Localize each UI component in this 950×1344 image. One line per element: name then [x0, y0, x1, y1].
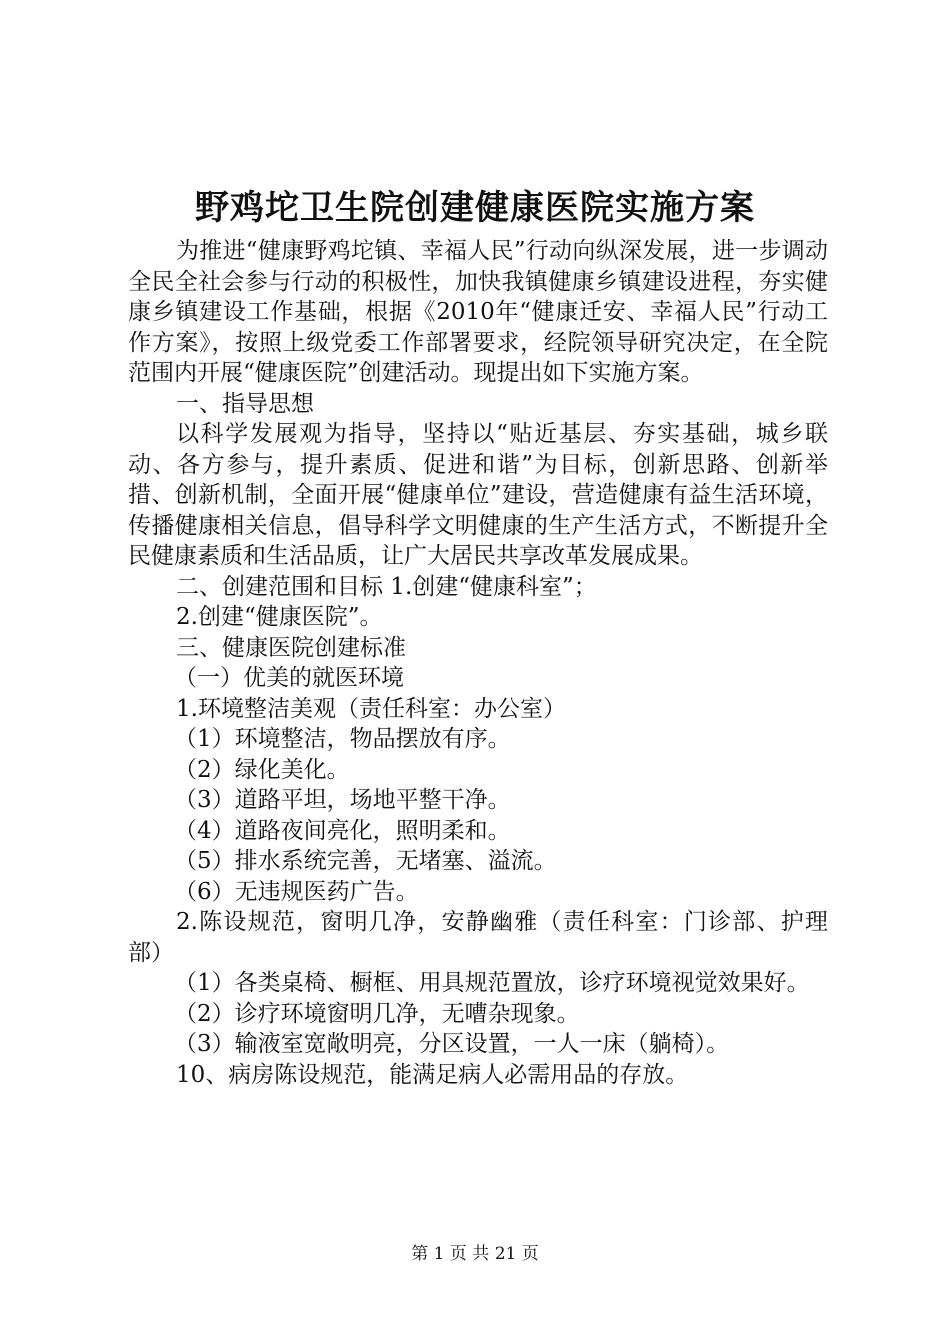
furnishing-subitem-3: （3）输液室宽敞明亮，分区设置，一人一床（躺椅）。	[174, 1031, 730, 1057]
furnishing-subitem-1: （1）各类桌椅、橱框、用具规范置放，诊疗环境视觉效果好。	[174, 970, 810, 996]
furnishing-subitem-2: （2）诊疗环境窗明几净，无嘈杂现象。	[174, 1000, 580, 1027]
document-body	[128, 236, 828, 1090]
goal-item-2: 2.创建“健康医院”。	[176, 604, 383, 630]
subitem-4: （4）道路夜间亮化，照明柔和。	[174, 817, 511, 844]
section-heading-scope-goals: 二、创建范围和目标 1.创建“健康科室”；	[176, 573, 597, 600]
item-environment-clean: 1.环境整洁美观（责任科室：办公室）	[176, 695, 566, 722]
subitem-1: （1）环境整洁，物品摆放有序。	[174, 726, 511, 752]
subsection-heading-environment: （一）优美的就医环境	[174, 665, 404, 691]
item-furnishing: 2.陈设规范，窗明几净，安静幽雅（责任科室：门诊部、护理部）	[128, 909, 828, 966]
section-heading-guiding-ideology: 一、指导思想	[176, 390, 314, 417]
subitem-6: （6）无违规医药广告。	[174, 878, 419, 905]
page-indicator: 第 1 页 共 21 页	[411, 1244, 539, 1264]
document-title: 野鸡坨卫生院创建健康医院实施方案	[195, 188, 755, 228]
item-ward-furnishing: 10、病房陈设规范，能满足病人必需用品的存放。	[176, 1061, 689, 1088]
intro-paragraph: 为推进“健康野鸡坨镇、幸福人民”行动向纵深发展，进一步调动全民全社会参与行动的积极性，加快我镇健康乡镇建设进程，夯实健康乡镇建设工作基础，根据《2010年“健康迁安、幸福人民”行动工作方案》，按照上级党委工作部署要求，经院领导研究决定，在全院范围内开展“健康医院”创建活动。现提出如下实施方案。	[128, 238, 828, 386]
section-heading-standards: 三、健康医院创建标准	[176, 634, 406, 661]
subitem-3: （3）道路平坦，场地平整干净。	[174, 787, 511, 813]
guiding-ideology-paragraph: 以科学发展观为指导，坚持以“贴近基层、夯实基础，城乡联动、各方参与，提升素质、促进和谐”为目标，创新思路、创新举措、创新机制，全面开展“健康单位”建设，营造健康有益生活环境，传播健康相关信息，倡导科学文明健康的生产生活方式，不断提升全民健康素质和生活品质，让广大居民共享改革发展成果。	[128, 421, 828, 569]
subitem-2: （2）绿化美化。	[174, 756, 350, 783]
subitem-5: （5）排水系统完善，无堵塞、溢流。	[174, 848, 557, 874]
